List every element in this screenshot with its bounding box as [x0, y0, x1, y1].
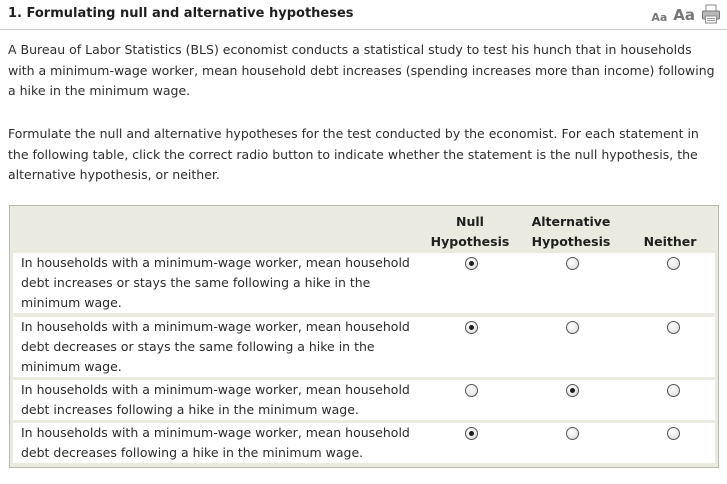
column-header-null-line1: Null — [456, 214, 484, 229]
row-3-neither-radio[interactable] — [667, 384, 680, 397]
intro-paragraph: A Bureau of Labor Statistics (BLS) economist conducts a statistical study to test his hunch that in households with a minimum-wage worker, mean household debt increases (spending increases more than income) following a hike in the minimum wage. — [8, 42, 715, 98]
row-statement: In households with a minimum-wage worker, mean household debt decreases or stays the same following a hike in the minimum wage. — [21, 319, 410, 374]
column-header-null-line2: Hypothesis — [430, 234, 510, 249]
column-header-neither: Neither — [643, 234, 697, 249]
row-2-alternative-radio[interactable] — [566, 321, 579, 334]
print-icon[interactable] — [701, 4, 721, 24]
font-size-tools — [651, 4, 721, 24]
font-increase-button[interactable]: Aa — [673, 6, 695, 24]
column-header-null — [424, 212, 516, 252]
hypotheses-table — [9, 205, 719, 468]
row-3-alternative-radio[interactable] — [566, 384, 579, 397]
instructions-paragraph: Formulate the null and alternative hypotheses for the test conducted by the economist. For each statement in the following table, click the correct radio button to indicate whether the statement is the null hypothesis, the alternative hypothesis, or neither. — [8, 126, 699, 182]
row-4-alternative-radio[interactable] — [566, 427, 579, 440]
table-row — [13, 423, 715, 463]
column-header-alternative-line1: Alternative — [531, 214, 611, 229]
row-4-null-radio[interactable] — [465, 427, 478, 440]
question-title: 1. Formulating null and alternative hypotheses — [8, 6, 354, 21]
row-2-null-radio[interactable] — [465, 321, 478, 334]
title-divider — [0, 29, 727, 30]
row-1-alternative-radio[interactable] — [566, 257, 579, 270]
row-3-null-radio[interactable] — [465, 384, 478, 397]
row-statement: In households with a minimum-wage worker, mean household debt increases following a hike in the minimum wage. — [21, 382, 410, 417]
column-header-alternative — [522, 212, 620, 252]
row-statement: In households with a minimum-wage worker, mean household debt increases or stays the same following a hike in the minimum wage. — [21, 255, 410, 310]
table-row — [13, 317, 715, 377]
row-2-neither-radio[interactable] — [667, 321, 680, 334]
column-header-alternative-line2: Hypothesis — [531, 234, 611, 249]
font-decrease-button[interactable]: Aa — [651, 11, 668, 24]
row-1-neither-radio[interactable] — [667, 257, 680, 270]
table-row — [13, 380, 715, 420]
row-4-neither-radio[interactable] — [667, 427, 680, 440]
row-1-null-radio[interactable] — [465, 257, 478, 270]
row-statement: In households with a minimum-wage worker, mean household debt decreases following a hike in the minimum wage. — [21, 425, 410, 460]
table-row — [13, 253, 715, 313]
